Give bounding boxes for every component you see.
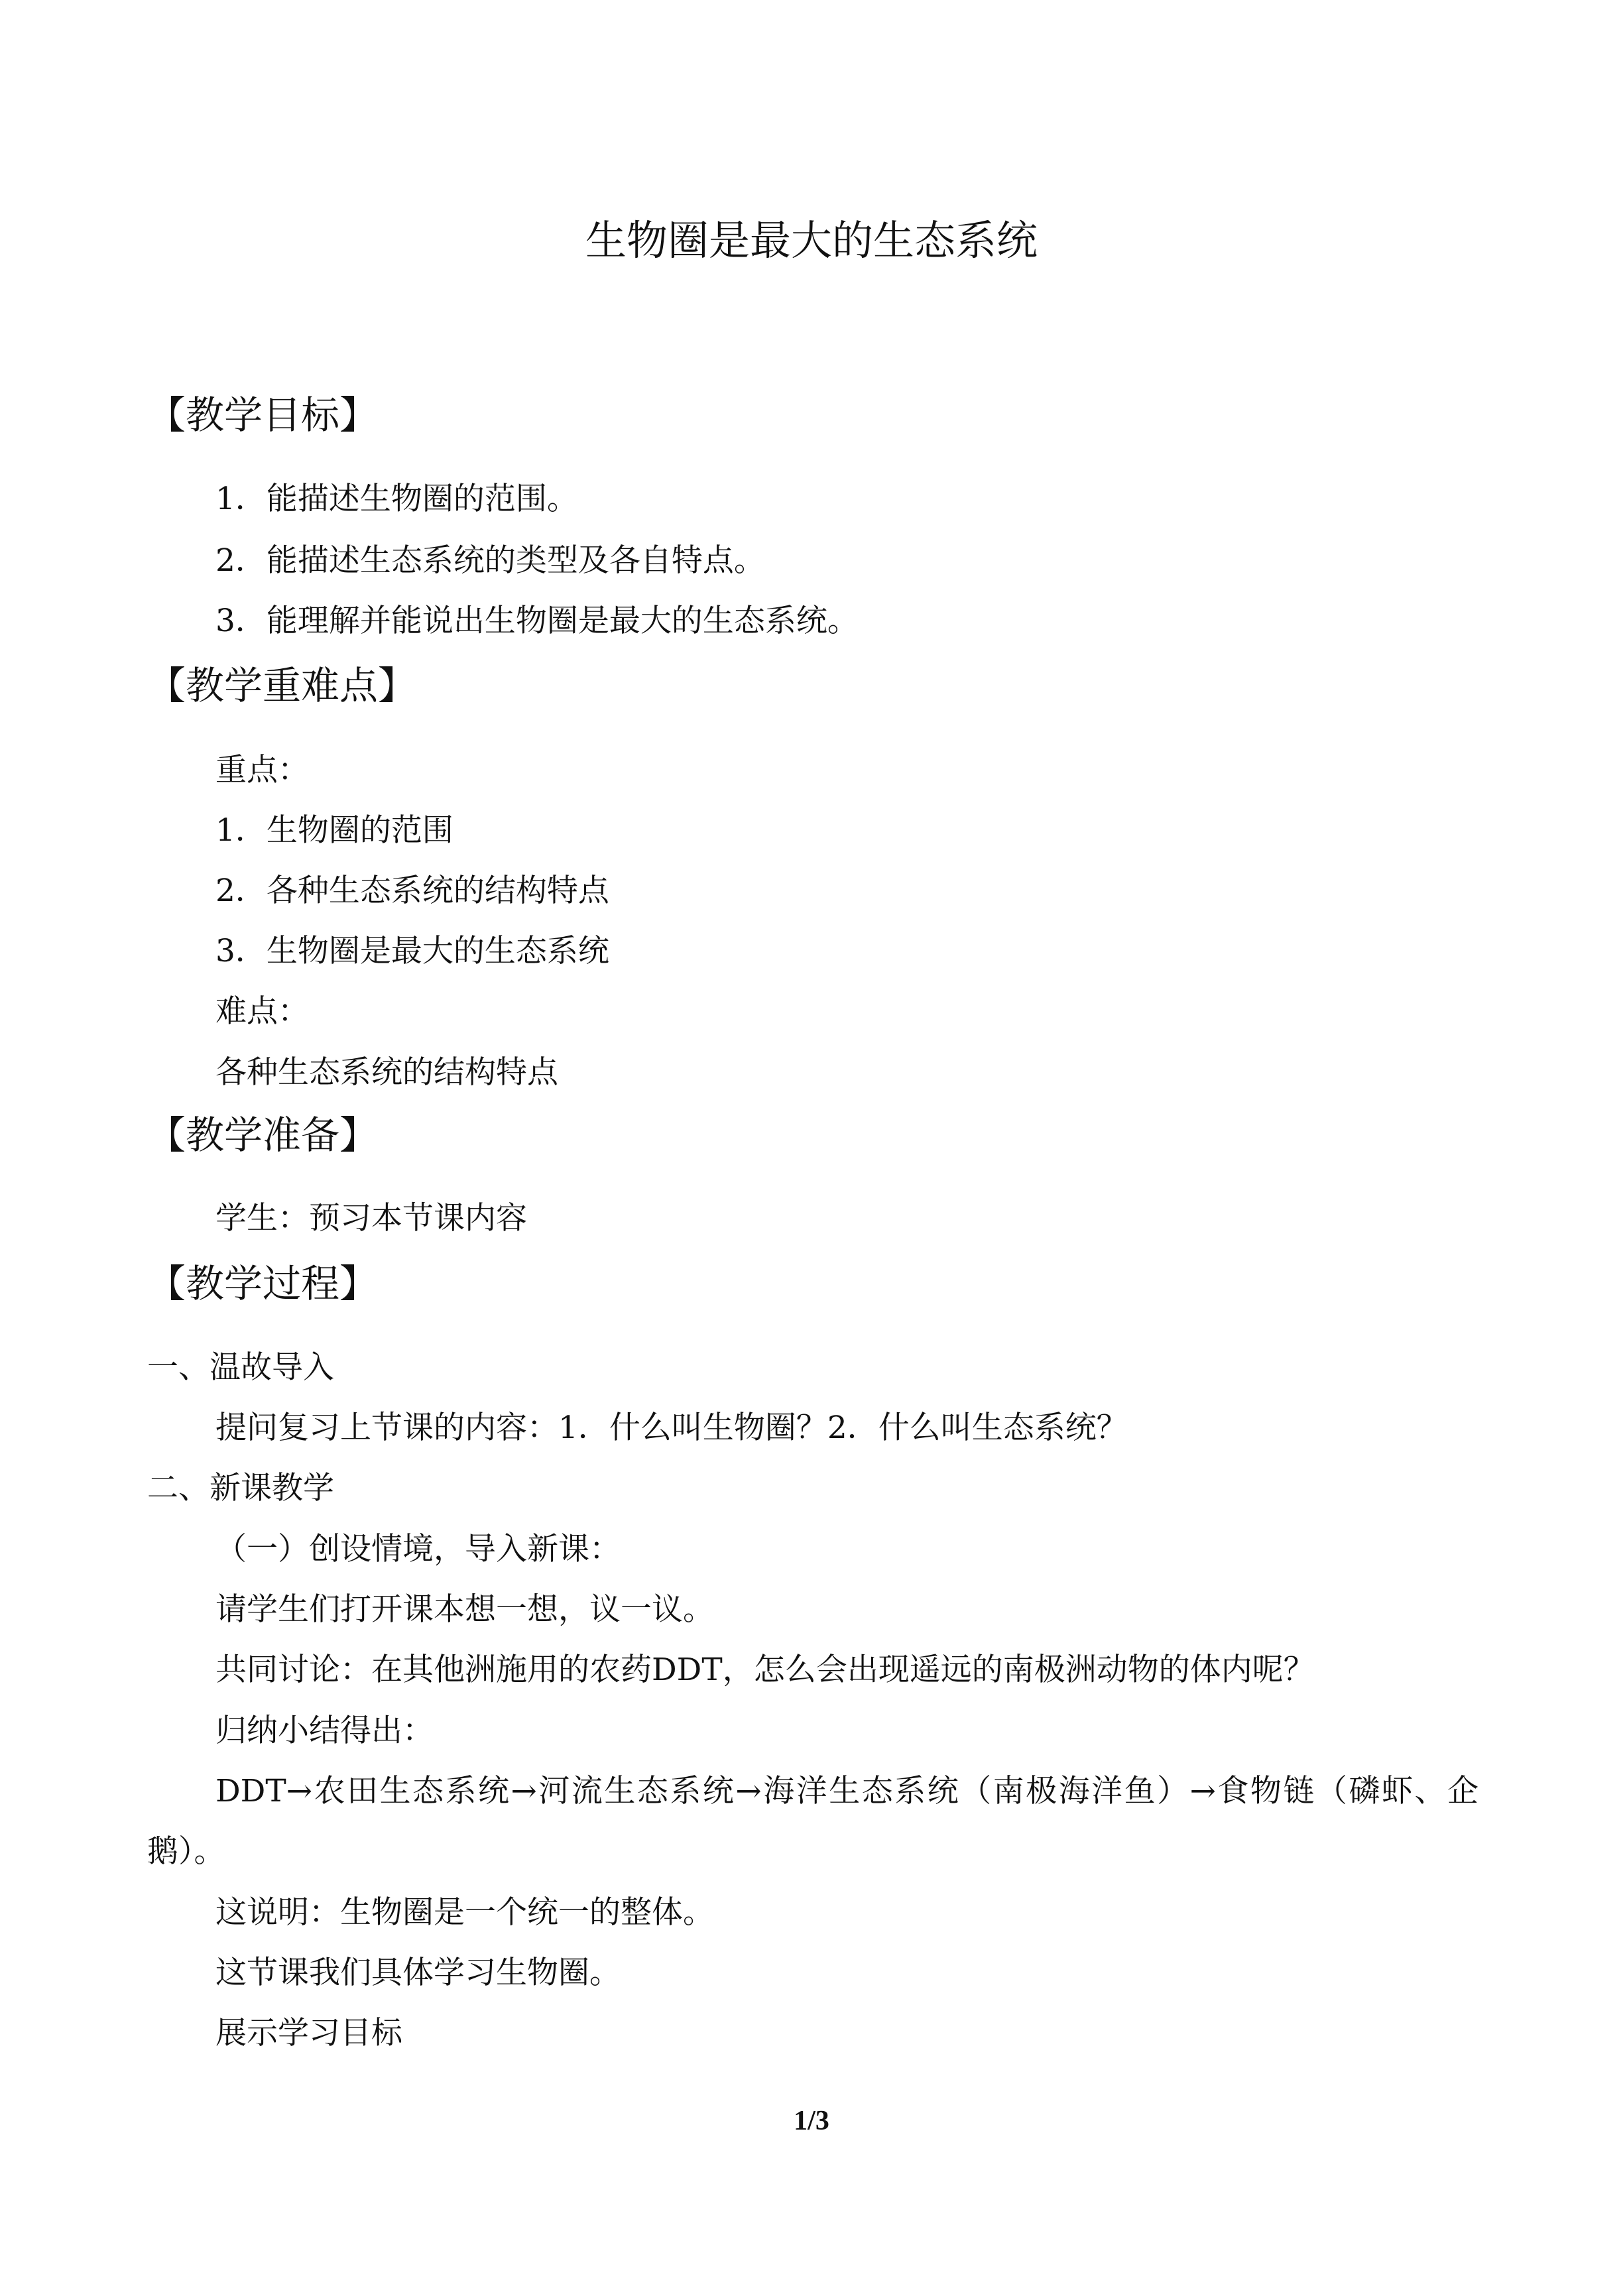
preparation-text: 学生：预习本节课内容: [215, 1200, 527, 1237]
key-point-item: 2．各种生态系统的结构特点: [215, 873, 609, 909]
difficult-point-text: 各种生态系统的结构特点: [215, 1054, 558, 1091]
process-paragraph: 这说明：生物圈是一个统一的整体。: [215, 1894, 714, 1931]
document-title: 生物圈是最大的生态系统: [585, 216, 1038, 265]
process-paragraph-chain-continued: 鹅）。: [147, 1833, 225, 1870]
key-point-item: 1．生物圈的范围: [215, 812, 453, 849]
process-paragraph: 共同讨论：在其他洲施用的农药DDT，怎么会出现遥远的南极洲动物的体内呢？: [215, 1652, 1315, 1688]
objectives-heading: 【教学目标】: [147, 393, 379, 438]
key-points-heading: 【教学重难点】: [147, 663, 417, 708]
process-paragraph: 这节课我们具体学习生物圈。: [215, 1955, 621, 1991]
key-point-item: 3．生物圈是最大的生态系统: [215, 933, 609, 969]
page-number: 1/3: [794, 2106, 829, 2136]
process-paragraph: 展示学习目标: [215, 2015, 402, 2051]
key-points-label: 重点：: [215, 752, 309, 788]
objective-item: 3．能理解并能说出生物圈是最大的生态系统。: [215, 603, 859, 639]
difficult-points-label: 难点：: [215, 993, 309, 1030]
process-part2-title: 二、新课教学: [147, 1470, 334, 1506]
process-heading: 【教学过程】: [147, 1261, 379, 1306]
process-paragraph: 请学生们打开课本想一想，议一议。: [215, 1591, 714, 1628]
objective-item: 2．能描述生态系统的类型及各自特点。: [215, 542, 765, 579]
process-paragraph-chain: DDT→农田生态系统→河流生态系统→海洋生态系统（南极海洋鱼）→食物链（磷虾、企: [215, 1773, 1478, 1809]
process-part1-title: 一、温故导入: [147, 1349, 334, 1386]
process-paragraph: 归纳小结得出：: [215, 1713, 434, 1749]
process-sub1-title: （一）创设情境，导入新课：: [215, 1531, 621, 1567]
preparation-heading: 【教学准备】: [147, 1113, 379, 1158]
process-part1-text: 提问复习上节课的内容：1．什么叫生物圈？2．什么叫生态系统？: [215, 1410, 1128, 1446]
objective-item: 1．能描述生物圈的范围。: [215, 481, 578, 517]
